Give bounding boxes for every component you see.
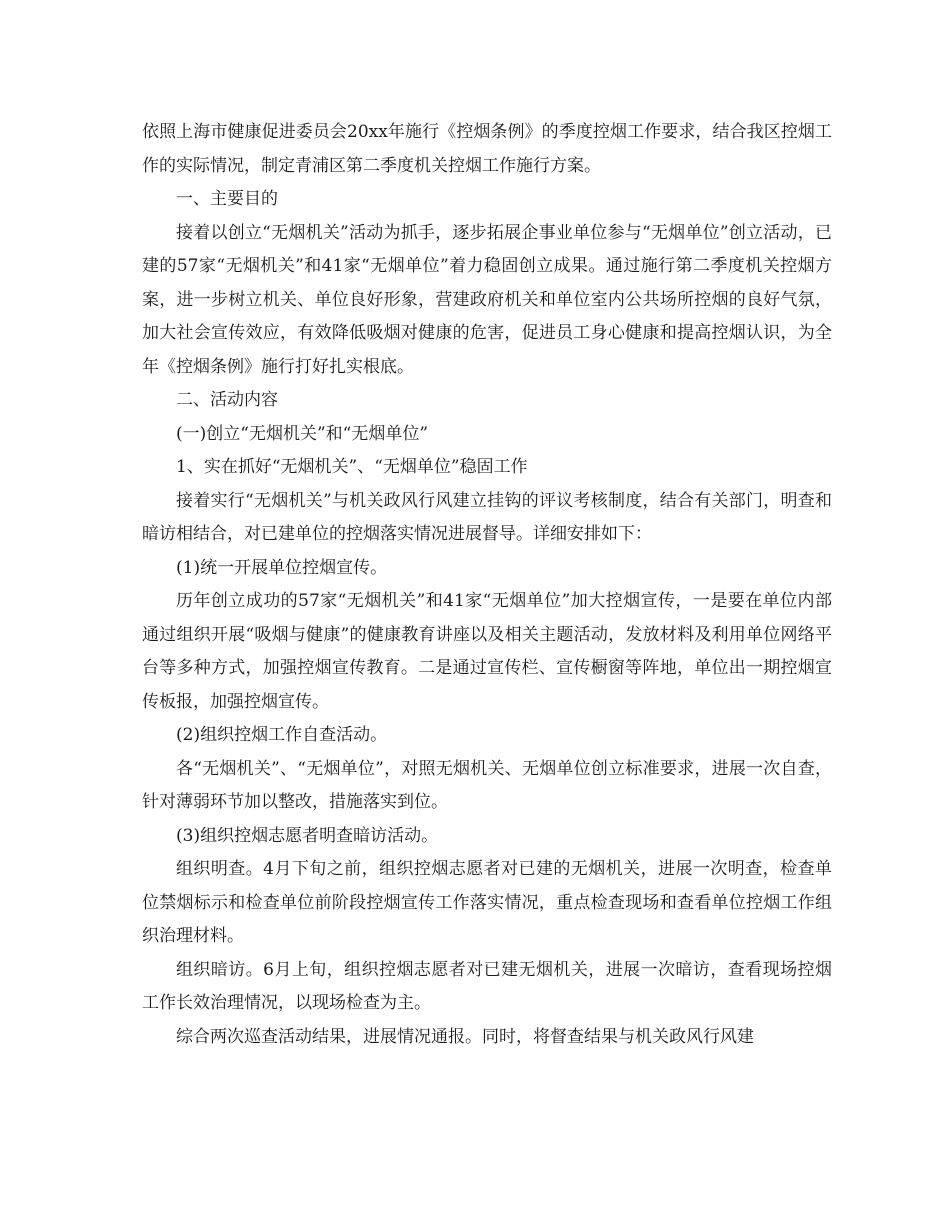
document-body <box>142 116 832 1054</box>
paragraph-assessment: 接着实行“无烟机关”与机关政风行风建立挂钩的评议考核制度，结合有关部门，明查和暗访相结合，对已建单位的控烟落实情况进展督导。详细安排如下： <box>142 490 832 544</box>
paragraph-secret-visit: 组织暗访。6月上旬，组织控烟志愿者对已建无烟机关，进展一次暗访，查看现场控烟工作长效治理情况，以现场检查为主。 <box>142 959 832 1013</box>
subheading-create: (一)创立“无烟机关”和“无烟单位” <box>176 423 429 444</box>
paragraph-purpose: 接着以创立“无烟机关”活动为抓手，逐步拓展企事业单位参与“无烟单位”创立活动，已建的57家“无烟机关”和41家“无烟单位”着力稳固创立成果。通过施行第二季度机关控烟方案，进一步树立机关、单位良好形象，营建政府机关和单位室内公共场所控烟的良好气氛，加大社会宣传效应，有效降低吸烟对健康的危害，促进员工身心健康和提高控烟认识，为全年《控烟条例》施行打好扎实根底。 <box>142 222 832 377</box>
paragraph-publicity: 历年创立成功的57家“无烟机关”和41家“无烟单位”加大控烟宣传，一是要在单位内部通过组织开展“吸烟与健康”的健康教育讲座以及相关主题活动，发放材料及利用单位网络平台等多种方式，加强控烟宣传教育。二是通过宣传栏、宣传橱窗等阵地，单位出一期控烟宣传板报，加强控烟宣传。 <box>142 591 832 712</box>
paragraph-self-check: 各“无烟机关”、“无烟单位”，对照无烟机关、无烟单位创立标准要求，进展一次自查，针对薄弱环节加以整改，措施落实到位。 <box>142 758 832 812</box>
item-2-heading: (2)组织控烟工作自查活动。 <box>176 725 388 745</box>
item-3-heading: (3)组织控烟志愿者明查暗访活动。 <box>176 825 439 846</box>
paragraph-open-inspection: 组织明查。4月下旬之前，组织控烟志愿者对已建的无烟机关，进展一次明查，检查单位禁烟标示和检查单位前阶段控烟宣传工作落实情况，重点检查现场和查看单位控烟工作组织治理材料。 <box>142 859 832 946</box>
heading-activity-content: 二、活动内容 <box>176 390 278 410</box>
heading-main-purpose: 一、主要目的 <box>176 189 278 209</box>
paragraph-summary: 综合两次巡查活动结果，进展情况通报。同时，将督查结果与机关政风行风建 <box>176 1026 754 1047</box>
item-1-heading: (1)统一开展单位控烟宣传。 <box>176 557 388 578</box>
subheading-consolidate: 1、实在抓好“无烟机关”、“无烟单位”稳固工作 <box>176 457 528 477</box>
paragraph-intro: 依照上海市健康促进委员会20xx年施行《控烟条例》的季度控烟工作要求，结合我区控烟工作的实际情况，制定青浦区第二季度机关控烟工作施行方案。 <box>142 122 832 176</box>
